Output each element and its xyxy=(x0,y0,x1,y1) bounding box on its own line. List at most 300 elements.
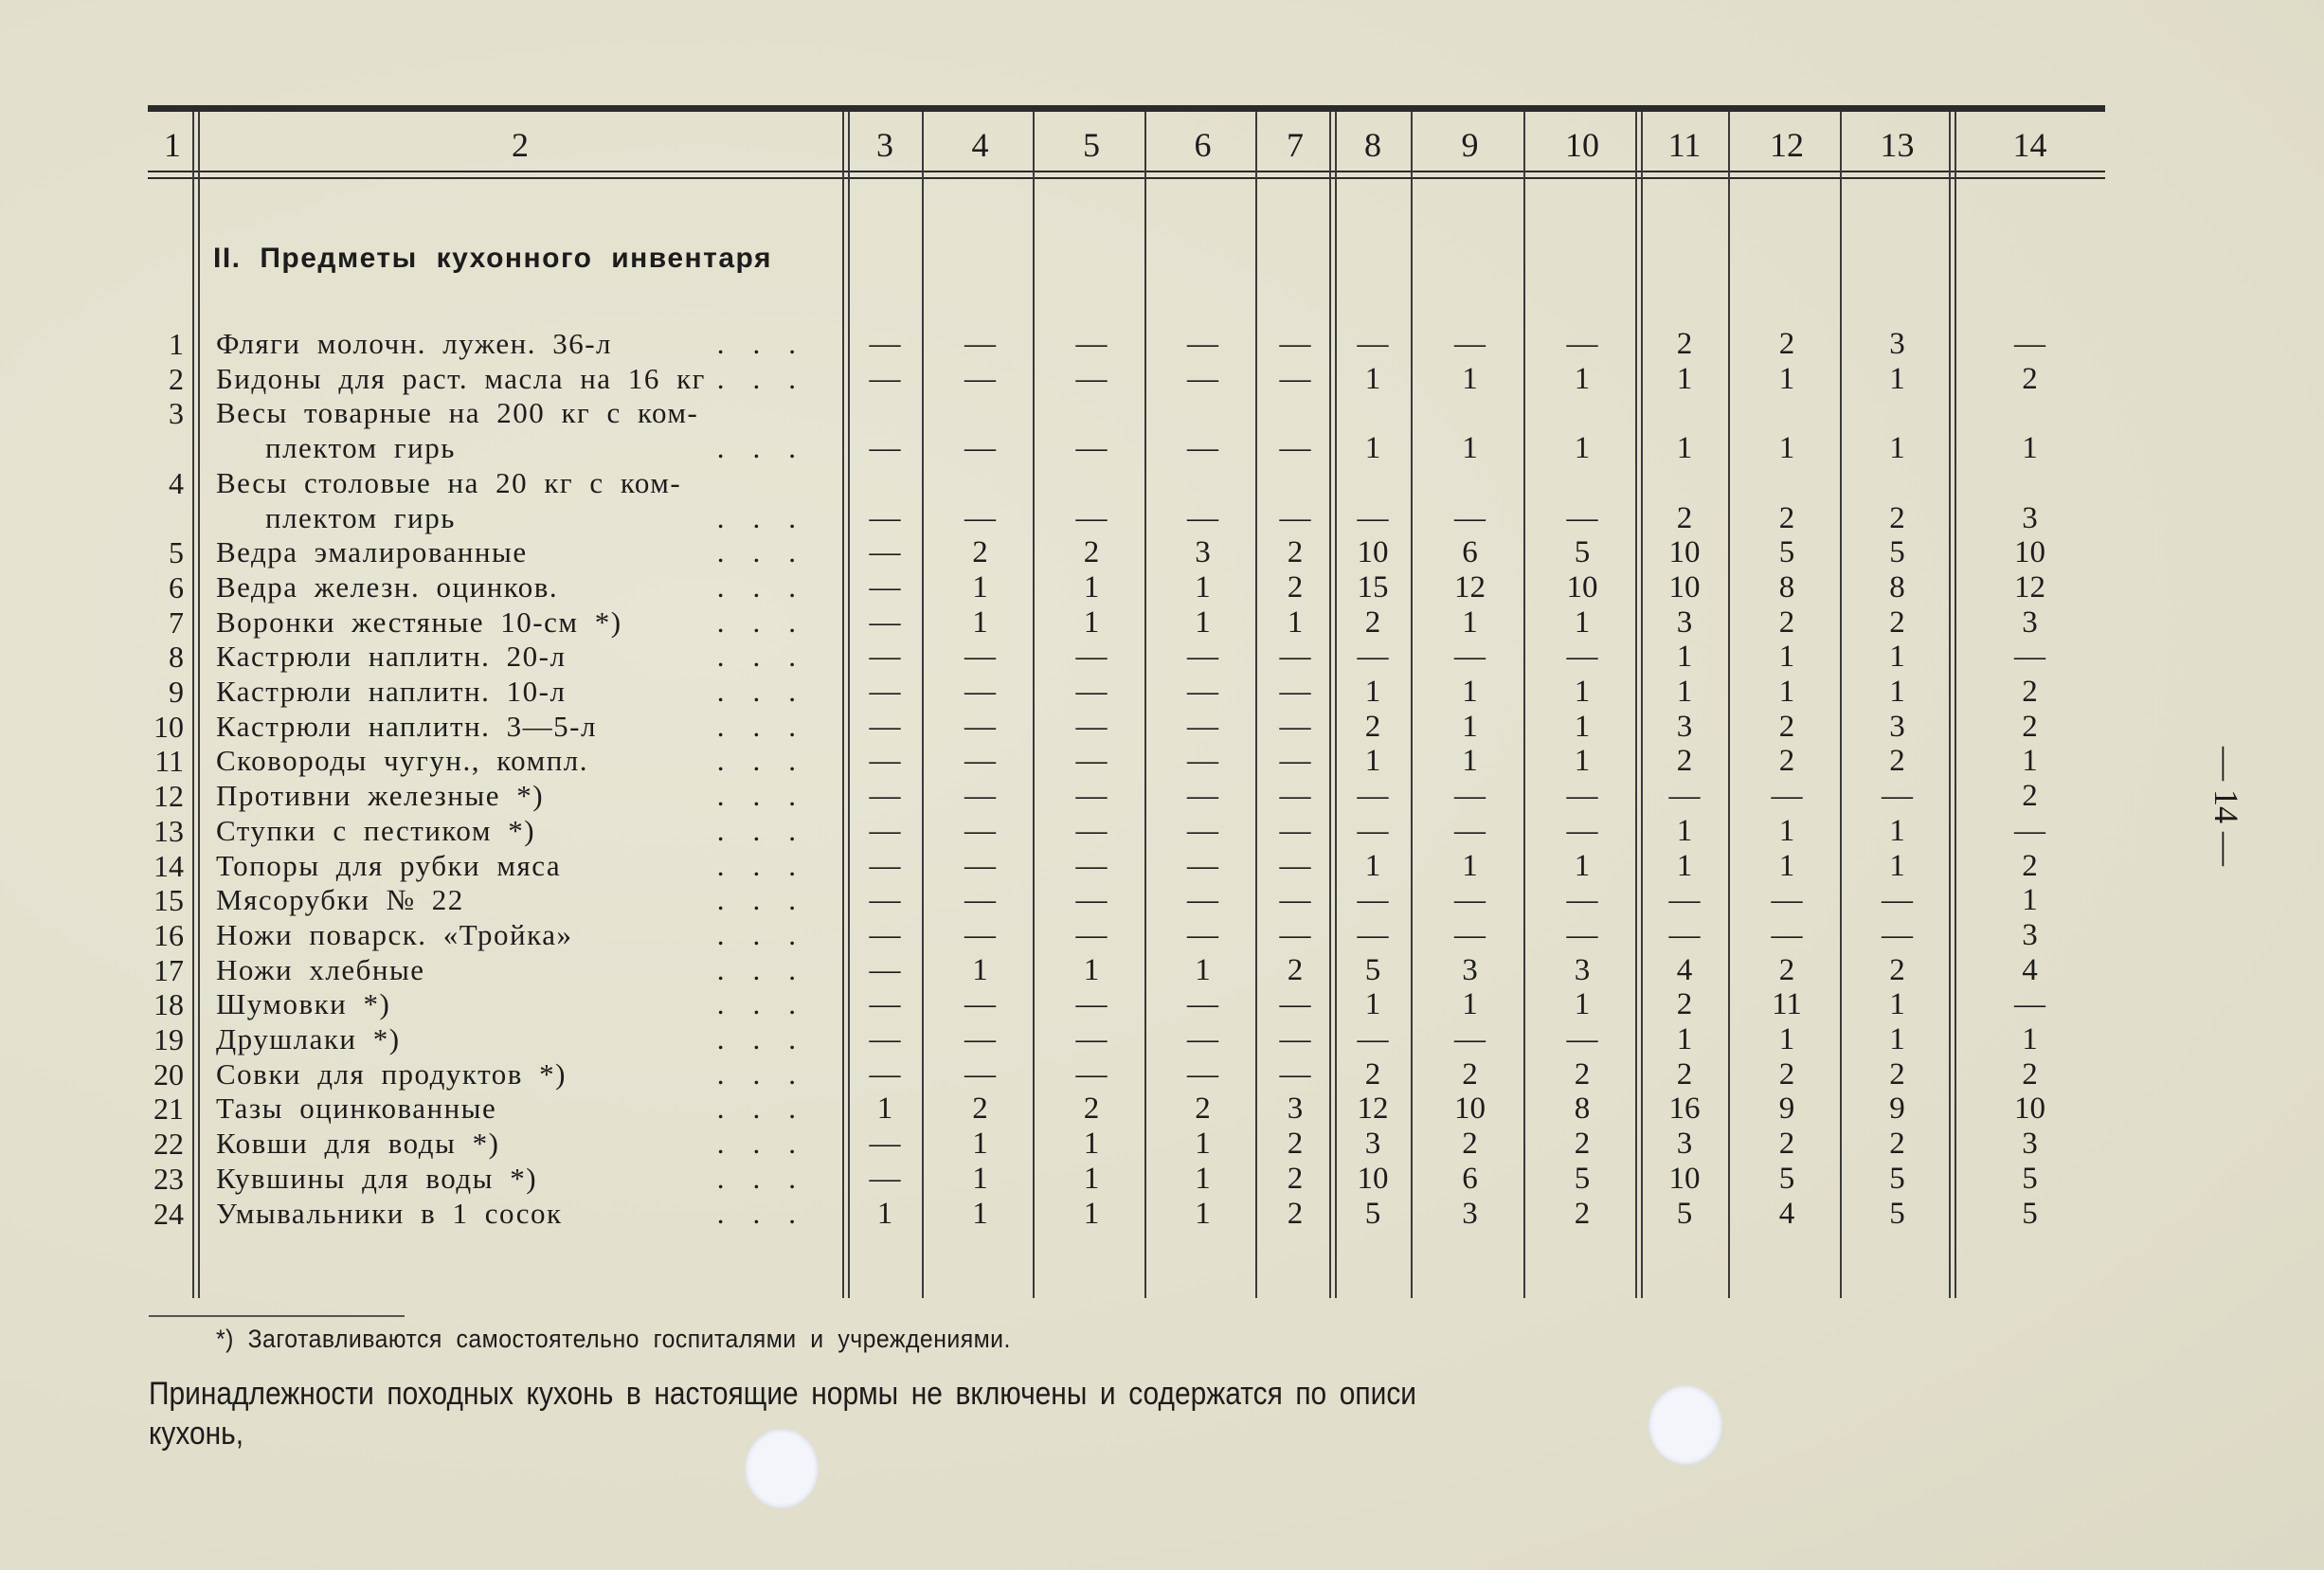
leader-dots: ... xyxy=(716,500,824,534)
table-cell: 3 xyxy=(2022,917,2038,952)
column-divider xyxy=(1411,112,1413,1298)
table-cell: — xyxy=(2014,987,2045,1022)
table-cell: — xyxy=(2014,327,2045,361)
table-cell: 10 xyxy=(1668,569,1701,605)
table-cell: 2 xyxy=(1778,500,1795,535)
table-cell: 2 xyxy=(1889,1056,1905,1092)
table-cell: 2 xyxy=(1889,744,1905,779)
table-cell: 1 xyxy=(1364,987,1381,1022)
table-cell: 2 xyxy=(1778,952,1795,987)
table-cell: 3 xyxy=(2022,1127,2038,1162)
table-cell: 10 xyxy=(1668,1161,1701,1196)
column-header: 13 xyxy=(1880,126,1915,164)
table-cell: — xyxy=(964,709,996,744)
table-cell: — xyxy=(1187,500,1218,535)
footnote: *) Заготавливаются самостоятельно госпиталями и учреждениями. xyxy=(216,1325,1011,1353)
leader-dots: ... xyxy=(716,848,824,882)
table-cell: 2 xyxy=(972,1092,988,1127)
leader-dots: ... xyxy=(716,361,824,395)
item-name-text: Ведра железн. оцинков. xyxy=(216,569,559,604)
leader-dots: ... xyxy=(716,535,824,569)
table-cell: 1 xyxy=(972,569,988,605)
table-cell: — xyxy=(1357,779,1389,814)
table-cell: 16 xyxy=(1668,1092,1701,1127)
table-cell: 5 xyxy=(1889,535,1905,570)
column-divider xyxy=(1033,112,1035,1298)
table-cell: 5 xyxy=(1889,1196,1905,1231)
leader-dots: ... xyxy=(716,675,824,708)
item-name-text: Ножи поварск. «Тройка» xyxy=(216,917,573,951)
table-cell: 12 xyxy=(1454,569,1486,605)
table-cell: — xyxy=(1187,917,1218,952)
row-number: 24 xyxy=(153,1196,184,1231)
table-cell: — xyxy=(1187,848,1218,883)
header-rule xyxy=(148,171,2105,172)
table-cell: — xyxy=(1075,813,1108,848)
table-cell: 2 xyxy=(1778,327,1795,361)
table-cell: 1 xyxy=(1889,361,1905,396)
table-cell: 2 xyxy=(1287,535,1304,570)
table-cell: — xyxy=(869,952,901,987)
table-cell: 5 xyxy=(1778,535,1795,570)
column-divider xyxy=(1255,112,1257,1298)
table-cell: — xyxy=(964,431,996,466)
table-cell: 1 xyxy=(1083,569,1100,605)
table-cell: — xyxy=(1566,1022,1598,1056)
table-cell: 2 xyxy=(1889,605,1905,640)
table-cell: — xyxy=(1075,1022,1108,1056)
column-header: 14 xyxy=(2012,126,2047,164)
table-cell: — xyxy=(869,709,901,744)
table-cell: 2 xyxy=(1364,709,1381,744)
leader-dots: ... xyxy=(716,987,824,1021)
table-cell: 5 xyxy=(1889,1161,1905,1196)
table-cell: 4 xyxy=(1778,1196,1795,1231)
table-cell: — xyxy=(1075,987,1108,1022)
table-cell: 10 xyxy=(1357,1161,1389,1196)
row-number: 12 xyxy=(153,779,184,814)
table-cell: — xyxy=(1357,500,1389,535)
table-cell: 1 xyxy=(1676,1022,1693,1056)
table-cell: — xyxy=(869,813,901,848)
table-cell: — xyxy=(1882,883,1913,918)
table-cell: — xyxy=(1075,883,1108,918)
table-cell: — xyxy=(1357,640,1389,675)
table-cell: — xyxy=(1279,883,1311,918)
table-cell: — xyxy=(1771,779,1803,814)
table-cell: 2 xyxy=(1287,1196,1304,1231)
table-cell: 1 xyxy=(1574,675,1591,709)
table-cell: 1 xyxy=(1364,675,1381,709)
table-cell: — xyxy=(1454,1022,1486,1056)
table-cell: 1 xyxy=(1889,813,1905,848)
item-name-continuation: плектом гирь xyxy=(265,431,456,465)
table-cell: — xyxy=(964,327,996,361)
table-cell: 1 xyxy=(1889,987,1905,1022)
punch-hole-left xyxy=(745,1429,819,1508)
table-cell: 9 xyxy=(1889,1092,1905,1127)
table-cell: 2 xyxy=(2022,675,2038,709)
table-cell: — xyxy=(1454,640,1486,675)
table-cell: 2 xyxy=(1287,952,1304,987)
column-divider xyxy=(192,112,194,1298)
table-cell: — xyxy=(1075,1056,1108,1092)
table-cell: 5 xyxy=(1364,952,1381,987)
table-cell: 1 xyxy=(1462,987,1478,1022)
table-cell: 3 xyxy=(1889,709,1905,744)
table-cell: — xyxy=(1279,675,1311,709)
table-cell: 1 xyxy=(1364,848,1381,883)
table-cell: — xyxy=(869,848,901,883)
table-cell: 2 xyxy=(1287,1161,1304,1196)
table-cell: — xyxy=(1279,987,1311,1022)
item-name-text: Сковороды чугун., компл. xyxy=(216,744,589,778)
table-cell: — xyxy=(1357,917,1389,952)
table-cell: 10 xyxy=(2014,1092,2045,1127)
item-name-text: Кувшины для воды *) xyxy=(216,1161,538,1195)
table-cell: — xyxy=(1187,327,1218,361)
table-cell: 1 xyxy=(1676,813,1693,848)
table-cell: 2 xyxy=(1676,744,1693,779)
punch-hole-right xyxy=(1648,1385,1722,1465)
table-cell: — xyxy=(1075,431,1108,466)
table-cell: — xyxy=(1357,327,1389,361)
item-name-text: Мясорубки № 22 xyxy=(216,883,464,917)
item-name-text: Ступки с пестиком *) xyxy=(216,813,536,847)
leader-dots: ... xyxy=(716,1056,824,1091)
table-cell: 2 xyxy=(1574,1056,1591,1092)
table-cell: 3 xyxy=(2022,500,2038,535)
row-number: 18 xyxy=(153,987,184,1022)
column-header: 3 xyxy=(876,126,893,164)
table-cell: 2 xyxy=(1676,1056,1693,1092)
table-cell: 1 xyxy=(1676,431,1693,466)
table-cell: — xyxy=(1075,675,1108,709)
table-cell: — xyxy=(1668,917,1701,952)
table-cell: 1 xyxy=(1778,361,1795,396)
row-number: 19 xyxy=(153,1022,184,1056)
column-divider xyxy=(922,112,924,1298)
table-cell: 2 xyxy=(1889,1127,1905,1162)
row-number: 16 xyxy=(153,917,184,952)
table-cell: 5 xyxy=(1574,535,1591,570)
table-cell: 1 xyxy=(1889,640,1905,675)
item-name-text: Умывальники в 1 сосок xyxy=(216,1196,563,1230)
table-cell: 5 xyxy=(1676,1196,1693,1231)
table-cell: 1 xyxy=(2022,744,2038,779)
table-cell: 1 xyxy=(1462,675,1478,709)
table-cell: 1 xyxy=(1462,848,1478,883)
column-divider xyxy=(842,112,844,1298)
table-cell: — xyxy=(869,1056,901,1092)
table-cell: 1 xyxy=(1889,1022,1905,1056)
column-divider xyxy=(1840,112,1842,1298)
column-header: 9 xyxy=(1461,126,1479,164)
table-cell: — xyxy=(1187,987,1218,1022)
table-cell: 2 xyxy=(972,535,988,570)
table-cell: 2 xyxy=(1676,987,1693,1022)
table-cell: — xyxy=(869,431,901,466)
table-cell: — xyxy=(1075,327,1108,361)
table-cell: — xyxy=(1187,675,1218,709)
table-cell: 2 xyxy=(1462,1127,1478,1162)
row-number: 17 xyxy=(153,952,184,987)
table-cell: 1 xyxy=(1778,640,1795,675)
table-cell: — xyxy=(869,569,901,605)
table-cell: — xyxy=(1566,813,1598,848)
table-cell: 8 xyxy=(1889,569,1905,605)
item-name-text: Кастрюли наплитн. 20-л xyxy=(216,640,567,674)
table-cell: — xyxy=(1279,848,1311,883)
table-cell: — xyxy=(2014,640,2045,675)
column-header: 5 xyxy=(1083,126,1100,164)
table-cell: 1 xyxy=(1195,1196,1211,1231)
table-cell: — xyxy=(1882,779,1913,814)
table-cell: — xyxy=(1279,1022,1311,1056)
item-name-text: Фляги молочн. лужен. 36-л xyxy=(216,327,612,360)
section-title: II. Предметы кухонного инвентаря xyxy=(213,243,772,274)
table-cell: 5 xyxy=(1574,1161,1591,1196)
table-cell: 12 xyxy=(1357,1092,1389,1127)
table-cell: 2 xyxy=(1778,1056,1795,1092)
table-cell: 8 xyxy=(1778,569,1795,605)
table-cell: — xyxy=(1279,361,1311,396)
table-cell: — xyxy=(1075,640,1108,675)
table-cell: 1 xyxy=(1778,431,1795,466)
item-name-text: Ножи хлебные xyxy=(216,952,425,986)
table-cell: — xyxy=(1187,431,1218,466)
item-name-text: Тазы оцинкованные xyxy=(216,1092,497,1126)
column-divider xyxy=(1329,112,1331,1298)
table-cell: — xyxy=(1454,883,1486,918)
table-cell: 1 xyxy=(1778,813,1795,848)
leader-dots: ... xyxy=(716,1092,824,1126)
table-cell: 6 xyxy=(1462,535,1478,570)
table-cell: 3 xyxy=(1462,952,1478,987)
column-divider xyxy=(1728,112,1730,1298)
table-cell: 12 xyxy=(2014,569,2045,605)
item-name-text: Шумовки *) xyxy=(216,987,391,1021)
table-cell: 2 xyxy=(1287,1127,1304,1162)
table-cell: — xyxy=(1566,500,1598,535)
table-cell: — xyxy=(2014,813,2045,848)
table-cell: — xyxy=(964,883,996,918)
table-cell: 1 xyxy=(1462,361,1478,396)
column-header: 6 xyxy=(1194,126,1212,164)
table-cell: 1 xyxy=(972,605,988,640)
column-header: 1 xyxy=(164,126,181,164)
table-cell: 2 xyxy=(1778,709,1795,744)
row-number: 15 xyxy=(153,883,184,918)
column-header: 10 xyxy=(1565,126,1599,164)
table-cell: 1 xyxy=(1676,848,1693,883)
footnote-rule xyxy=(149,1315,405,1317)
table-cell: — xyxy=(1357,1022,1389,1056)
leader-dots: ... xyxy=(716,1127,824,1161)
table-cell: 1 xyxy=(1364,361,1381,396)
leader-dots: ... xyxy=(716,1161,824,1195)
table-cell: 1 xyxy=(972,1196,988,1231)
table-cell: — xyxy=(1187,709,1218,744)
table-cell: — xyxy=(1075,361,1108,396)
table-cell: — xyxy=(964,813,996,848)
column-header: 7 xyxy=(1287,126,1304,164)
row-number: 2 xyxy=(169,361,184,396)
table-cell: 10 xyxy=(1454,1092,1486,1127)
paragraph-line-1: Принадлежности походных кухонь в настоящие нормы не включены и содержатся по описи xyxy=(149,1376,1417,1412)
table-cell: 1 xyxy=(1083,1161,1100,1196)
table-cell: 10 xyxy=(1668,535,1701,570)
table-cell: 1 xyxy=(1364,431,1381,466)
table-cell: 1 xyxy=(1778,675,1795,709)
item-name-text: Весы столовые на 20 кг с ком- xyxy=(216,465,682,499)
column-header: 12 xyxy=(1770,126,1804,164)
table-cell: — xyxy=(1075,744,1108,779)
table-cell: 2 xyxy=(1778,605,1795,640)
table-cell: 2 xyxy=(2022,361,2038,396)
table-cell: — xyxy=(1771,917,1803,952)
table-cell: 1 xyxy=(1676,361,1693,396)
table-cell: — xyxy=(1279,709,1311,744)
table-cell: — xyxy=(1454,779,1486,814)
table-cell: 5 xyxy=(2022,1196,2038,1231)
table-cell: — xyxy=(869,605,901,640)
table-cell: — xyxy=(869,327,901,361)
leader-dots: ... xyxy=(716,813,824,847)
item-name-text: Кастрюли наплитн. 10-л xyxy=(216,675,567,708)
table-cell: — xyxy=(1771,883,1803,918)
table-cell: 5 xyxy=(1364,1196,1381,1231)
table-cell: — xyxy=(1279,500,1311,535)
table-cell: — xyxy=(869,1161,901,1196)
table-cell: 1 xyxy=(1574,987,1591,1022)
table-cell: 2 xyxy=(2022,848,2038,883)
table-cell: — xyxy=(1668,779,1701,814)
table-cell: 2 xyxy=(1676,500,1693,535)
row-number: 11 xyxy=(154,744,184,779)
leader-dots: ... xyxy=(716,605,824,639)
row-number: 9 xyxy=(169,675,184,709)
table-cell: 2 xyxy=(1574,1127,1591,1162)
table-cell: 2 xyxy=(1778,744,1795,779)
table-cell: 2 xyxy=(1889,500,1905,535)
table-cell: 2 xyxy=(1364,1056,1381,1092)
item-name xyxy=(216,396,822,430)
leader-dots: ... xyxy=(716,431,824,465)
table-cell: — xyxy=(1566,779,1598,814)
table-cell: — xyxy=(869,535,901,570)
table-cell: 1 xyxy=(1778,1022,1795,1056)
table-cell: 1 xyxy=(1083,952,1100,987)
item-name-text: Ведра эмалированные xyxy=(216,535,528,569)
table-cell: — xyxy=(964,500,996,535)
table-cell: — xyxy=(1187,744,1218,779)
table-cell: — xyxy=(1279,744,1311,779)
table-cell: — xyxy=(1075,500,1108,535)
table-cell: 3 xyxy=(1574,952,1591,987)
table-cell: 1 xyxy=(972,1161,988,1196)
table-cell: 1 xyxy=(1676,640,1693,675)
leader-dots: ... xyxy=(716,917,824,951)
table-cell: 1 xyxy=(1195,605,1211,640)
header-rule-2 xyxy=(148,177,2105,179)
row-number: 23 xyxy=(153,1161,184,1196)
table-cell: — xyxy=(1279,779,1311,814)
table-cell: — xyxy=(1454,917,1486,952)
row-number: 10 xyxy=(153,709,184,744)
table-cell: — xyxy=(1279,327,1311,361)
item-name-text: Друшлаки *) xyxy=(216,1022,401,1056)
table-cell: 1 xyxy=(1462,605,1478,640)
table-cell: 1 xyxy=(1195,952,1211,987)
table-cell: 4 xyxy=(1676,952,1693,987)
leader-dots: ... xyxy=(716,883,824,917)
table-cell: — xyxy=(869,1022,901,1056)
row-number: 1 xyxy=(169,327,184,361)
leader-dots: ... xyxy=(716,327,824,360)
table-cell: 1 xyxy=(2022,1022,2038,1056)
leader-dots: ... xyxy=(716,779,824,813)
leader-dots: ... xyxy=(716,569,824,604)
table-cell: 1 xyxy=(1574,361,1591,396)
row-number: 14 xyxy=(153,848,184,883)
table-cell: 2 xyxy=(2022,709,2038,744)
table-cell: — xyxy=(869,917,901,952)
table-cell: — xyxy=(1279,1056,1311,1092)
table-cell: 1 xyxy=(1574,744,1591,779)
table-cell: — xyxy=(1187,813,1218,848)
table-cell: 1 xyxy=(1462,744,1478,779)
table-cell: — xyxy=(1075,779,1108,814)
item-name-text: Топоры для рубки мяса xyxy=(216,848,562,882)
table-cell: 2 xyxy=(1287,569,1304,605)
table-cell: 1 xyxy=(876,1196,893,1231)
column-header: 2 xyxy=(512,126,529,164)
table-cell: 2 xyxy=(2022,779,2038,814)
table-cell: — xyxy=(1668,883,1701,918)
table-cell: 9 xyxy=(1778,1092,1795,1127)
item-name-text: Бидоны для раст. масла на 16 кг xyxy=(216,361,706,395)
paragraph-line-2: кухонь, xyxy=(149,1416,244,1452)
table-cell: 1 xyxy=(2022,883,2038,918)
row-number: 3 xyxy=(169,396,184,431)
row-number: 4 xyxy=(169,465,184,500)
table-cell: — xyxy=(869,1127,901,1162)
table-cell: 2 xyxy=(1364,605,1381,640)
table-cell: 3 xyxy=(1889,327,1905,361)
leader-dots: ... xyxy=(716,1196,824,1230)
item-name-text: Кастрюли наплитн. 3—5-л xyxy=(216,709,597,743)
table-cell: — xyxy=(1187,640,1218,675)
column-divider xyxy=(1949,112,1951,1298)
table-cell: — xyxy=(964,1022,996,1056)
item-name-continuation: плектом гирь xyxy=(265,500,456,534)
table-cell: 1 xyxy=(1083,1127,1100,1162)
table-cell: 1 xyxy=(972,1127,988,1162)
table-cell: — xyxy=(964,987,996,1022)
table-cell: — xyxy=(869,744,901,779)
table-cell: 1 xyxy=(1083,1196,1100,1231)
column-header: 4 xyxy=(971,126,989,164)
table-cell: — xyxy=(964,675,996,709)
table-cell: — xyxy=(964,917,996,952)
table-cell: 1 xyxy=(1889,848,1905,883)
table-cell: 2 xyxy=(1889,952,1905,987)
table-cell: 5 xyxy=(1778,1161,1795,1196)
table-cell: 2 xyxy=(2022,1056,2038,1092)
table-cell: — xyxy=(869,675,901,709)
table-cell: 3 xyxy=(1287,1092,1304,1127)
